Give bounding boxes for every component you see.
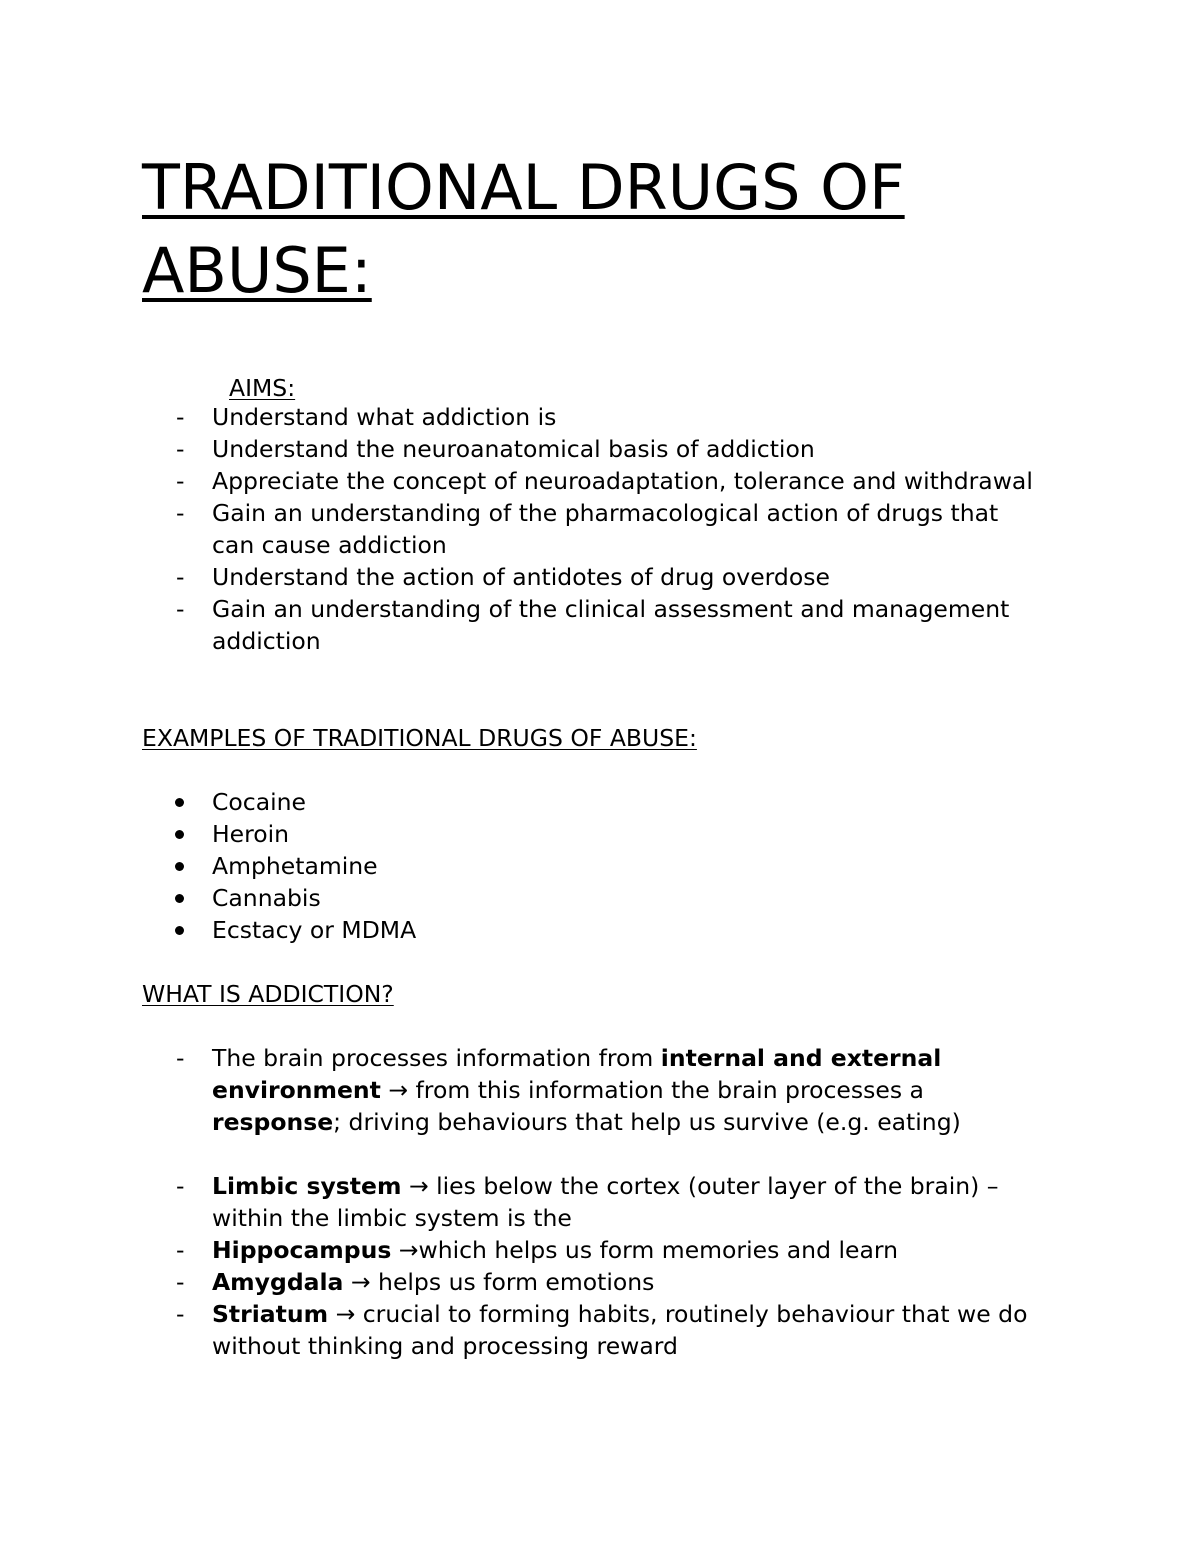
list-item [142,882,1042,914]
intro-text: The brain processes information from [212,1044,661,1072]
drug-name: Ecstacy or MDMA [212,916,417,944]
bullet-icon [175,862,184,871]
bullet-icon [175,894,184,903]
dash-marker: - [176,563,185,591]
list-item [142,593,1042,657]
dash-marker: - [176,435,185,463]
aims-list [142,401,1042,657]
list-item [142,401,1042,433]
spacer [142,1138,1042,1170]
dash-marker: - [176,1044,185,1072]
list-item [142,1266,1042,1298]
dash-marker: - [176,467,185,495]
aim-text: Understand what addiction is [212,403,557,431]
bullet-icon [175,830,184,839]
examples-list [142,786,1042,946]
aim-text: Understand the neuroanatomical basis of addiction [212,435,815,463]
list-item [142,497,1042,561]
bold-term: response [212,1108,334,1136]
page-title: TRADITIONAL DRUGS OF ABUSE: [142,151,905,307]
spacer [142,754,1042,786]
examples-section [142,722,1042,946]
list-item [142,433,1042,465]
dash-marker: - [176,1172,185,1200]
dash-marker: - [176,595,185,623]
intro-text: → from this information the brain processes a [380,1076,924,1104]
list-item [142,786,1042,818]
addiction-section [142,978,1042,1362]
list-item [142,1298,1042,1362]
dash-marker: - [176,1300,185,1328]
bold-term: Striatum [212,1300,329,1328]
list-item [142,914,1042,946]
drug-name: Cocaine [212,788,306,816]
dash-marker: - [176,1268,185,1296]
list-item [142,465,1042,497]
aim-text: Gain an understanding of the clinical assessment and management addiction [212,595,1010,655]
aims-heading: AIMS: [229,374,296,402]
list-item [142,561,1042,593]
list-item [142,1234,1042,1266]
list-item [142,818,1042,850]
intro-text: ; driving behaviours that help us survive (e.g. eating) [333,1108,961,1136]
aim-text: Appreciate the concept of neuroadaptation, tolerance and withdrawal [212,467,1033,495]
term-text: → lies below the cortex (outer layer of the brain) – within the limbic system is the [212,1172,999,1232]
term-text: →which helps us form memories and learn [391,1236,898,1264]
aim-text: Gain an understanding of the pharmacological action of drugs that can cause addiction [212,499,999,559]
bold-term: internal and external environment [212,1044,942,1104]
drug-name: Heroin [212,820,290,848]
examples-heading: EXAMPLES OF TRADITIONAL DRUGS OF ABUSE: [142,724,697,752]
bullet-icon [175,798,184,807]
addiction-intro-list [142,1042,1042,1138]
list-item [142,1042,1042,1138]
spacer [142,1010,1042,1042]
bold-term: Limbic system [212,1172,402,1200]
dash-marker: - [176,403,185,431]
aims-section [142,401,1042,657]
list-item [142,850,1042,882]
term-text: → crucial to forming habits, routinely behaviour that we do without thinking and processing reward [212,1300,1028,1360]
drug-name: Cannabis [212,884,321,912]
term-text: → helps us form emotions [343,1268,655,1296]
bold-term: Amygdala [212,1268,344,1296]
dash-marker: - [176,1236,185,1264]
dash-marker: - [176,499,185,527]
drug-name: Amphetamine [212,852,378,880]
bullet-icon [175,926,184,935]
bold-term: Hippocampus [212,1236,392,1264]
list-item [142,1170,1042,1234]
addiction-heading: WHAT IS ADDICTION? [142,980,394,1008]
aim-text: Understand the action of antidotes of drug overdose [212,563,830,591]
brain-regions-list [142,1170,1042,1362]
